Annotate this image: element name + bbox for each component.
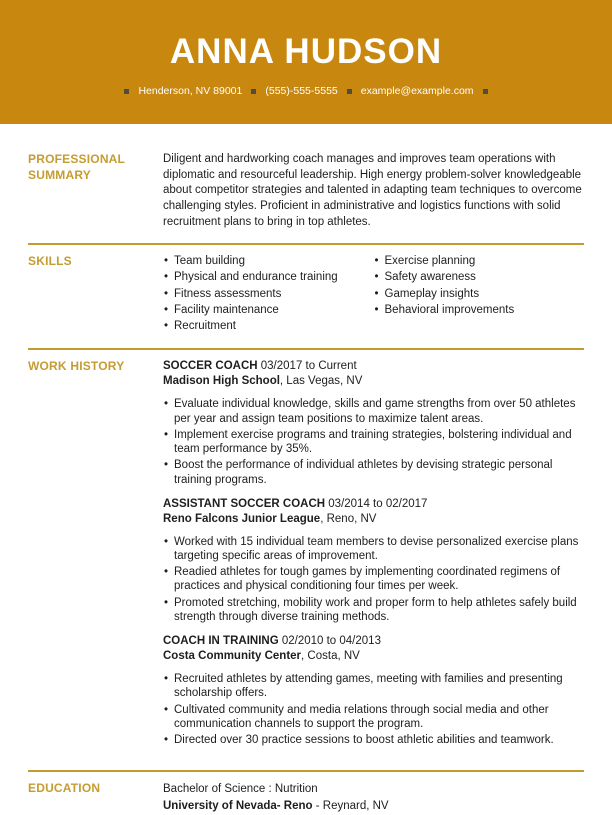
skill-item: • Safety awareness	[374, 270, 585, 284]
square-bullet-icon	[251, 89, 256, 94]
job-company-line	[163, 512, 584, 527]
job-bullet: • Implement exercise programs and training strategies, bolstering individual and team performance by 35%.	[163, 428, 584, 457]
skill-item: • Team building	[163, 254, 374, 268]
section-work-history	[28, 359, 584, 757]
job-location: , Reno, NV	[320, 512, 377, 525]
skill-item: • Physical and endurance training	[163, 270, 374, 284]
job-company: Reno Falcons Junior League	[163, 512, 321, 525]
job-bullet-list	[163, 672, 584, 747]
skills-list-right	[374, 254, 585, 335]
candidate-name: ANNA HUDSON	[169, 32, 443, 71]
skill-item: • Facility maintenance	[163, 303, 374, 317]
section-divider	[28, 770, 584, 772]
section-heading-professional-summary: PROFESSIONAL SUMMARY	[28, 152, 125, 182]
job-company-line	[163, 374, 584, 389]
job-company: Madison High School	[163, 375, 280, 388]
job-dates: 03/2017 to Current	[260, 360, 357, 373]
job-title: COACH IN TRAINING	[163, 635, 279, 648]
job-title-line	[163, 497, 584, 512]
skills-body	[163, 254, 584, 335]
summary-text: Diligent and hardworking coach manages and improves team operations with diplomatic and resourceful leadership. High energy problem-solver knowledgeable about competitor strategies and talented in adapting team techniques to overcome challenging styles. Proficient in administrative and logistics functions with solid recruitment plans to bring in top athletes.	[163, 153, 582, 228]
section-divider	[28, 243, 584, 245]
job-bullet-list	[163, 397, 584, 487]
section-skills	[28, 254, 584, 335]
education-school-line	[163, 798, 584, 815]
section-divider	[28, 348, 584, 350]
work-history-body	[163, 359, 584, 757]
section-heading-education: EDUCATION	[28, 781, 101, 796]
education-location: - Reynard, NV	[315, 799, 389, 812]
contact-phone: (555)-555-5555	[265, 85, 338, 97]
job-dates: 03/2014 to 02/2017	[328, 497, 428, 510]
contact-row	[124, 85, 487, 97]
skill-item: • Fitness assessments	[163, 287, 374, 301]
square-bullet-icon	[483, 89, 488, 94]
job-company: Costa Community Center	[163, 650, 302, 663]
job-entry	[163, 634, 584, 747]
education-degree: Bachelor of Science : Nutrition	[163, 783, 318, 796]
section-heading-work-history: WORK HISTORY	[28, 359, 125, 374]
job-company-line	[163, 649, 584, 664]
job-bullet: • Readied athletes for tough games by implementing coordinated regimens of practices and physical conditioning four times per week.	[163, 565, 584, 594]
job-bullet: • Recruited athletes by attending games, meeting with families and presenting scholarship offers.	[163, 672, 584, 701]
job-title: ASSISTANT SOCCER COACH	[163, 497, 326, 510]
job-bullet: • Directed over 30 practice sessions to boost athletic abilities and teamwork.	[163, 733, 584, 747]
job-location: , Costa, NV	[301, 650, 360, 663]
job-bullet: • Cultivated community and media relations through social media and other communication channels to support the program.	[163, 703, 584, 732]
job-title-line	[163, 634, 584, 649]
job-bullet-list	[163, 535, 584, 625]
job-title-line	[163, 359, 584, 374]
education-school: University of Nevada- Reno	[163, 799, 313, 812]
education-body	[163, 781, 584, 814]
job-dates: 02/2010 to 04/2013	[281, 635, 381, 648]
contact-location: Henderson, NV 89001	[138, 85, 243, 97]
job-bullet: • Evaluate individual knowledge, skills and game strengths from over 50 athletes per year and assign team positions to maximize talent areas.	[163, 397, 584, 426]
job-location: , Las Vegas, NV	[279, 375, 363, 388]
skills-list-left	[163, 254, 374, 335]
section-education	[28, 781, 584, 814]
skill-item: • Exercise planning	[374, 254, 585, 268]
section-professional-summary	[28, 152, 584, 230]
job-entry	[163, 359, 584, 486]
professional-summary-body	[163, 152, 584, 230]
job-title: SOCCER COACH	[163, 360, 258, 373]
job-bullet: • Worked with 15 individual team members to devise personalized exercise plans targeting specific areas of improvement.	[163, 535, 584, 564]
contact-email: example@example.com	[360, 85, 474, 97]
job-entry	[163, 497, 584, 624]
skill-item: • Behavioral improvements	[374, 303, 585, 317]
skill-item: • Gameplay insights	[374, 287, 585, 301]
skill-item: • Recruitment	[163, 319, 374, 333]
section-heading-skills: SKILLS	[28, 254, 72, 269]
header-band	[0, 0, 612, 124]
job-bullet: • Boost the performance of individual athletes by devising strategic personal training programs.	[163, 458, 584, 487]
square-bullet-icon	[347, 89, 352, 94]
resume-body	[0, 124, 612, 815]
square-bullet-icon	[124, 89, 129, 94]
job-bullet: • Promoted stretching, mobility work and proper form to help athletes safely build strength through diverse training methods.	[163, 596, 584, 625]
